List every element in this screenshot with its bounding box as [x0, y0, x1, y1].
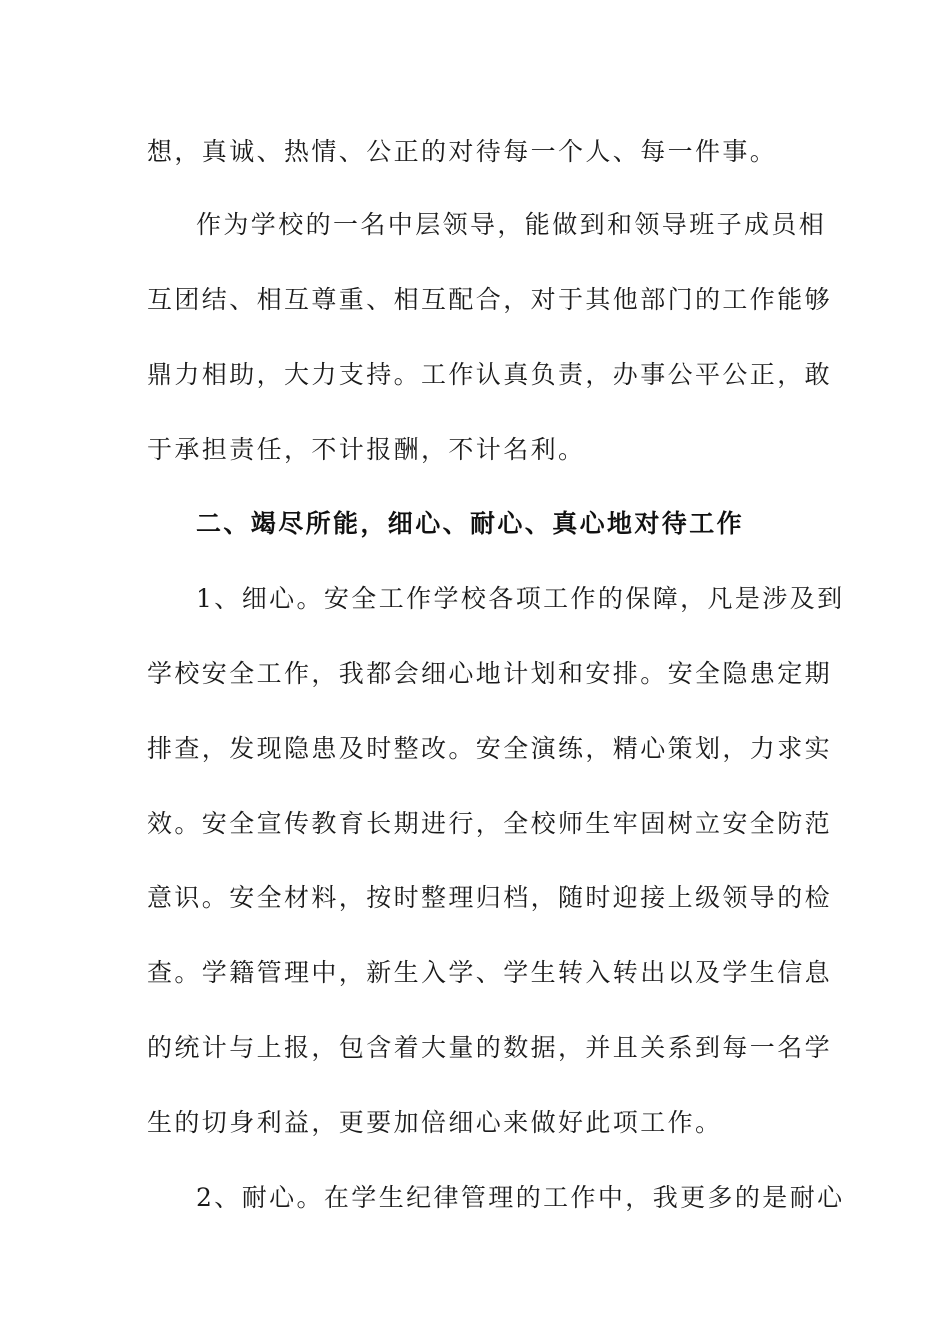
paragraph-4-line-1: 2、耐心。在学生纪律管理的工作中，我更多的是耐心	[196, 1183, 845, 1212]
paragraph-3-line-1: 1、细心。安全工作学校各项工作的保障，凡是涉及到	[196, 584, 845, 613]
paragraph-3-line-6: 查。学籍管理中，新生入学、学生转入转出以及学生信息	[147, 958, 833, 987]
paragraph-2-line-3: 鼎力相助，大力支持。工作认真负责，办事公平公正，敢	[147, 360, 833, 389]
paragraph-3-line-3: 排查，发现隐患及时整改。安全演练，精心策划，力求实	[147, 734, 833, 763]
text-line-1: 想，真诚、热情、公正的对待每一个人、每一件事。	[147, 137, 778, 166]
paragraph-3-line-5: 意识。安全材料，按时整理归档，随时迎接上级领导的检	[147, 883, 833, 912]
paragraph-2-line-4: 于承担责任，不计报酬，不计名利。	[147, 435, 586, 464]
paragraph-2-line-1: 作为学校的一名中层领导，能做到和领导班子成员相	[196, 210, 827, 239]
paragraph-2-line-2: 互团结、相互尊重、相互配合，对于其他部门的工作能够	[147, 285, 833, 314]
paragraph-3-line-8: 生的切身利益，更要加倍细心来做好此项工作。	[147, 1108, 723, 1137]
section-heading: 二、竭尽所能，细心、耐心、真心地对待工作	[196, 509, 745, 538]
paragraph-3-line-2: 学校安全工作，我都会细心地计划和安排。安全隐患定期	[147, 659, 833, 688]
paragraph-3-line-7: 的统计与上报，包含着大量的数据，并且关系到每一名学	[147, 1033, 833, 1062]
paragraph-3-line-4: 效。安全宣传教育长期进行，全校师生牢固树立安全防范	[147, 809, 833, 838]
